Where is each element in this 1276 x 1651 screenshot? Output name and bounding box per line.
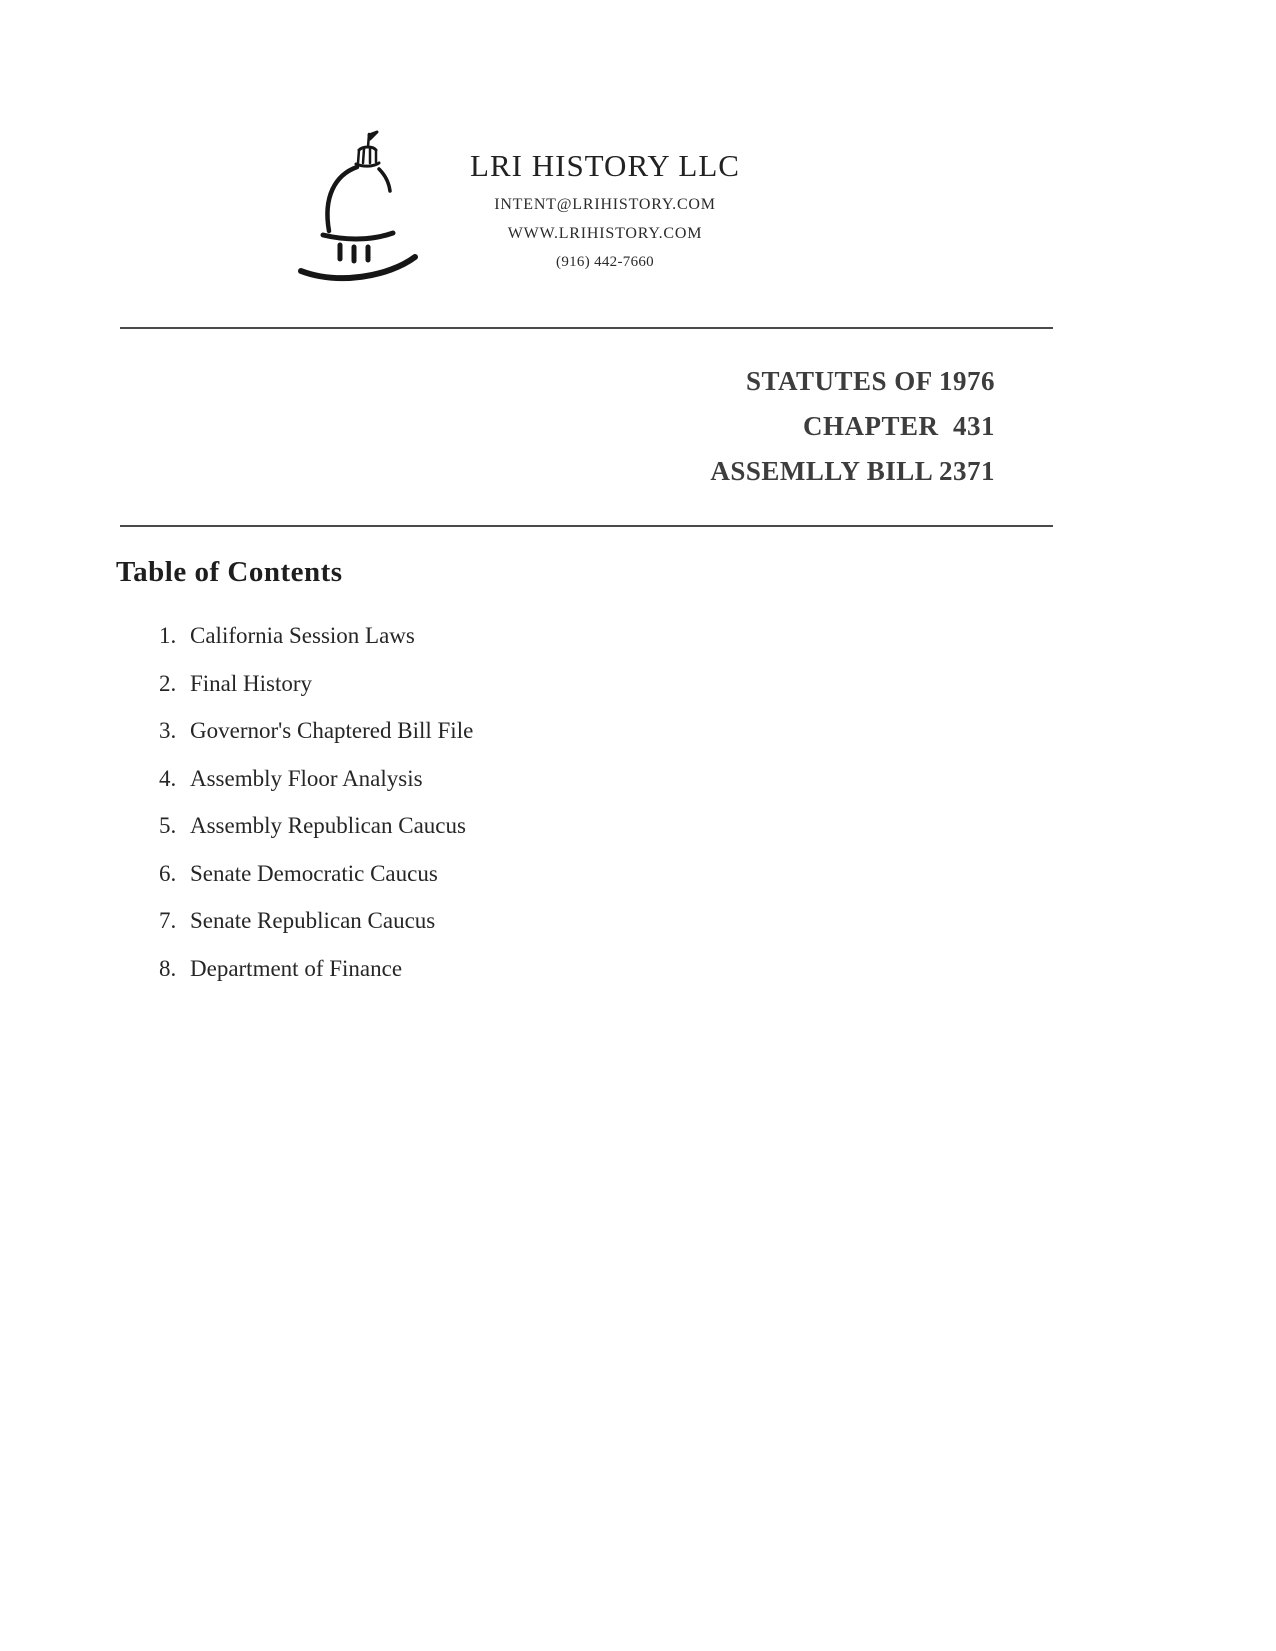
toc-item: 2. Final History xyxy=(182,670,840,697)
toc-item: 3. Governor's Chaptered Bill File xyxy=(182,717,840,744)
toc-item: 5. Assembly Republican Caucus xyxy=(182,812,840,839)
document-title-block xyxy=(420,366,995,501)
horizontal-rule-bottom xyxy=(120,525,1053,527)
toc-item: 7. Senate Republican Caucus xyxy=(182,907,840,934)
toc-item: 1. California Session Laws xyxy=(182,622,840,649)
toc-item: 4. Assembly Floor Analysis xyxy=(182,765,840,792)
title-statutes: STATUTES OF 1976 xyxy=(745,366,995,396)
company-website: WWW.LRIHISTORY.COM xyxy=(507,225,703,242)
company-name: LRI HISTORY LLC xyxy=(470,148,740,183)
title-chapter: CHAPTER 431 xyxy=(802,411,995,441)
toc-item: 6. Senate Democratic Caucus xyxy=(182,860,840,887)
toc-heading: Table of Contents xyxy=(116,556,343,588)
capitol-dome-logo xyxy=(293,125,438,285)
toc-list xyxy=(140,622,840,982)
company-email: INTENT@LRIHISTORY.COM xyxy=(494,196,716,213)
company-phone: (916) 442-7660 xyxy=(556,254,654,270)
toc-section xyxy=(140,622,840,1002)
toc-item: 8. Department of Finance xyxy=(182,955,840,982)
capitol-dome-icon xyxy=(293,125,438,285)
horizontal-rule-top xyxy=(120,327,1053,329)
company-header xyxy=(450,148,760,271)
title-assembly-bill: ASSEMLLY BILL 2371 xyxy=(710,456,995,486)
